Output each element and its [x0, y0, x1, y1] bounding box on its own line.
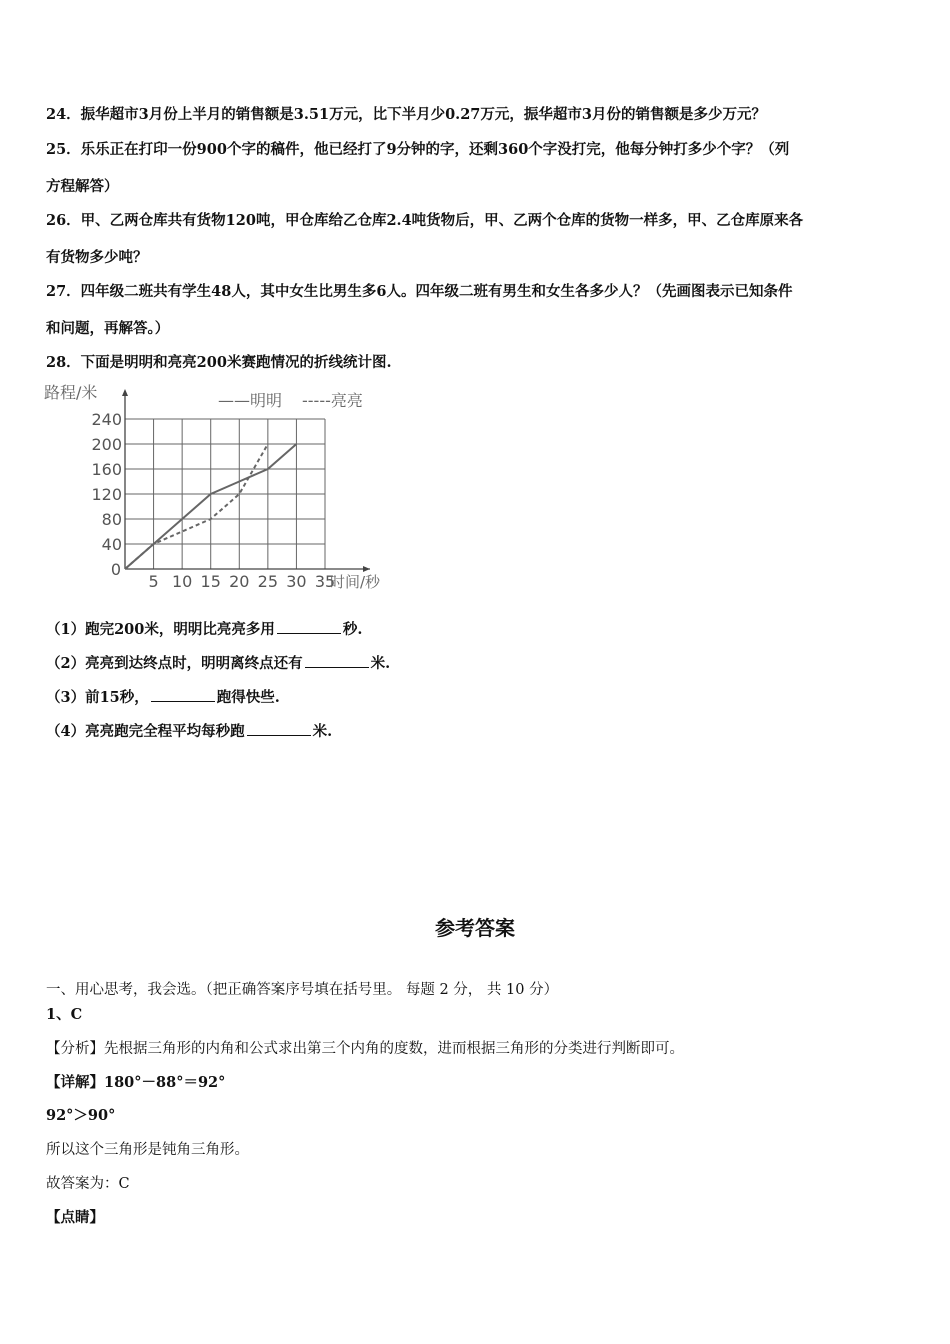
subquestion-1-suffix: 秒.	[342, 621, 363, 638]
subquestion-4-text: （4）亮亮跑完全程平均每秒跑	[46, 723, 245, 740]
origin-label: 0	[110, 560, 121, 579]
y-tick-label: 200	[91, 435, 122, 454]
question-26-line-1: 26．甲、乙两仓库共有货物120吨，甲仓库给乙仓库2.4吨货物后，甲、乙两个仓库的货物一样多，甲、乙仓库原来各	[46, 212, 804, 229]
question-26-line-2: 有货物多少吨？	[46, 249, 148, 266]
subquestion-3	[46, 686, 280, 707]
answer-conclusion: 所以这个三角形是钝角三角形。	[46, 1142, 249, 1158]
y-tick-label: 80	[101, 510, 122, 529]
subquestion-3-suffix: 跑得快些.	[216, 689, 280, 706]
answer-analysis: 【分析】先根据三角形的内角和公式求出第三个内角的度数，进而根据三角形的分类进行判断即可。	[46, 1041, 684, 1057]
line-chart	[40, 378, 420, 598]
y-tick-label: 240	[91, 410, 122, 429]
subquestion-3-text: （3）前15秒，	[46, 689, 149, 706]
x-tick-label: 15	[200, 572, 221, 591]
question-25-line-1: 25．乐乐正在打印一份900个字的稿件，他已经打了9分钟的字，还剩360个字没打完，他每分钟打多少个字？（列	[46, 141, 790, 158]
legend-entry-liangliang: -----亮亮	[302, 391, 363, 410]
question-25-line-2: 方程解答）	[46, 178, 119, 195]
answer-compare: 92°＞90°	[46, 1107, 116, 1124]
subquestion-4-suffix: 米.	[312, 723, 333, 740]
answer-item-1: 1、C	[46, 1006, 83, 1023]
x-tick-label: 35	[314, 572, 336, 591]
subquestion-1	[46, 618, 362, 639]
legend-entry-mingming: ——明明	[218, 391, 283, 410]
question-27-line-1: 27．四年级二班共有学生48人，其中女生比男生多6人。四年级二班有男生和女生各多少人？（先画图表示已知条件	[46, 283, 793, 300]
answer-blank-1[interactable]	[277, 619, 341, 634]
answer-tip: 【点睛】	[46, 1209, 104, 1226]
x-tick-label: 5	[148, 572, 159, 591]
x-tick-label: 10	[171, 572, 193, 591]
question-27-line-2: 和问题，再解答。）	[46, 320, 170, 337]
answer-final: 故答案为：C	[46, 1176, 130, 1192]
y-axis-label: 路程/米	[44, 383, 98, 402]
subquestion-2	[46, 652, 390, 673]
x-tick-label: 20	[229, 572, 250, 591]
y-tick-label: 120	[91, 485, 122, 504]
question-24: 24．振华超市3月份上半月的销售额是3.51万元，比下半月少0.27万元，振华超市3月份的销售额是多少万元？	[46, 106, 766, 123]
answer-blank-2[interactable]	[305, 653, 369, 668]
answer-blank-3[interactable]	[151, 687, 215, 702]
y-tick-label: 40	[101, 535, 122, 554]
y-axis-arrow	[122, 389, 128, 396]
answer-blank-4[interactable]	[247, 721, 311, 736]
x-axis-arrow	[363, 566, 370, 572]
x-tick-label: 30	[286, 572, 307, 591]
subquestion-2-text: （2）亮亮到达终点时，明明离终点还有	[46, 655, 303, 672]
x-tick-label: 25	[257, 572, 279, 591]
subquestion-2-suffix: 米.	[370, 655, 391, 672]
answer-section-heading: 一、用心思考，我会选。（把正确答案序号填在括号里。 每题 2 分， 共 10 分）	[46, 982, 559, 998]
subquestion-1-text: （1）跑完200米，明明比亮亮多用	[46, 621, 275, 638]
answer-section-title: 参考答案	[435, 916, 515, 940]
answer-detail: 【详解】180°－88°＝92°	[46, 1074, 226, 1091]
x-axis-label: 时间/秒	[330, 573, 381, 591]
y-tick-label: 160	[91, 460, 122, 479]
subquestion-4	[46, 720, 332, 741]
question-28: 28．下面是明明和亮亮200米赛跑情况的折线统计图.	[46, 354, 392, 371]
